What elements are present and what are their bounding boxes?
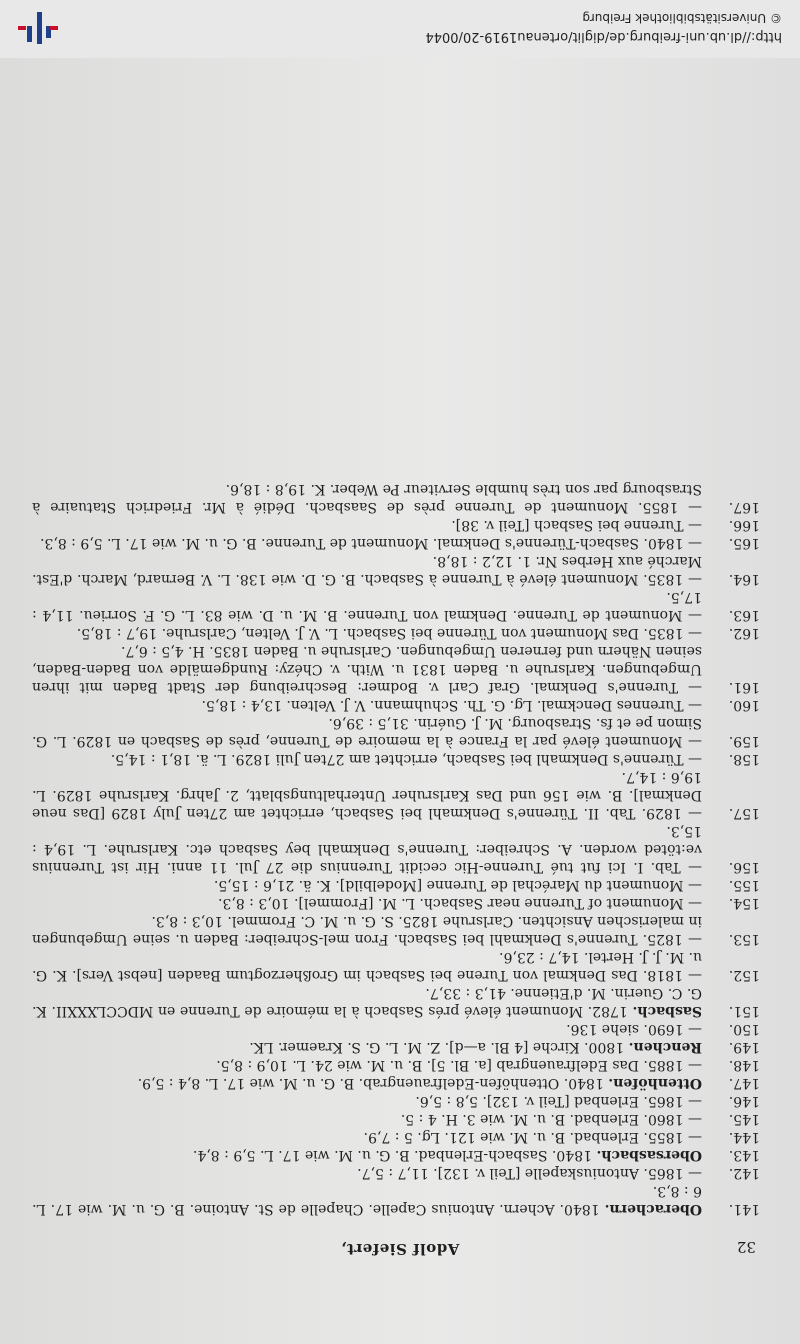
entry-text <box>32 552 702 588</box>
entry-text <box>32 750 702 768</box>
entry-text <box>32 894 702 912</box>
catalog-entry <box>32 1020 760 1038</box>
entry-description: — Tab. I. Ici fut tué Turenne-Hic cecidit Turennius die 27 Jul. 11 anni. Hir ist Turennius ve:töted worden. A. Schreiber: Turenne's Denkmahl bey Sasbach etc. Karlsruhe. L. 19,4 : 15,3. <box>32 823 702 875</box>
entry-number: 154. <box>728 895 760 911</box>
entry-number: 160. <box>728 697 760 713</box>
entry-description: 1840. Achern. Antonius Capelle. Chapelle de St. Antoine. B. G. u. M. wie 17. L. 6 : 8,3. <box>31 1183 702 1217</box>
scanned-page <box>0 58 800 1344</box>
entry-description: — Monument du Maréchal de Turenne [Modelbild]. K. ä. 21,6 : 15,5. <box>213 877 702 893</box>
entry-text <box>32 1092 702 1110</box>
catalog-entry <box>32 516 760 534</box>
entry-text <box>32 642 702 696</box>
entry-description: — Monument élevé par la France à la memoire de Turenne, près de Sasbach en 1829. L. G. Simon pe et fs. Strasbourg. M. J. Guérin. 31,5 : 39,6. <box>32 715 702 749</box>
entry-description: — 1865. Erlenbad [Teil v. 132]. 5,8 : 5,6. <box>415 1093 702 1109</box>
entry-text <box>32 1128 702 1146</box>
catalog-entry <box>32 1074 760 1092</box>
entry-text <box>32 822 702 876</box>
entry-text <box>32 624 702 642</box>
entry-number: 163. <box>728 607 760 623</box>
entry-text <box>32 1110 702 1128</box>
entry-number: 161. <box>728 679 760 695</box>
entry-number: 167. <box>728 499 760 515</box>
entry-description: — Turennes Denckmal. Lg. G. Th. Schuhmann. V. J. Velten. 13,4 : 18,5. <box>201 697 702 713</box>
catalog-entry <box>32 480 760 516</box>
entry-description: 1840. Sasbach-Erlenbad. B. G. u. M. wie 17. L. 5,9 : 8,4. <box>192 1147 592 1163</box>
entry-text <box>32 768 702 822</box>
catalog-entry <box>32 534 760 552</box>
catalog-entry <box>32 1164 760 1182</box>
entry-number: 152. <box>728 967 760 983</box>
page-number: 32 <box>736 1238 756 1256</box>
entry-number: 146. <box>728 1093 760 1109</box>
place-name: Renchen. <box>628 1039 702 1055</box>
entry-description: — 1825. Turenne's Denkmahl bei Sasbach. Fron mel-Schreiber: Baden u. seine Umgebungen in malerischen Ansichten. Carlsruhe 1825. S. G. u. M. C. Frommel. 10,3 : 8,3. <box>32 913 702 947</box>
entry-number: 156. <box>728 859 760 875</box>
entry-description: — 1835. Monument élevé à Turenne à Sasbach. B. G. D. wie 138. L. V. Bernard, March. d'Est. Marché aux Herbes Nr. 1. 12,2 : 18,8. <box>32 553 702 587</box>
entry-description: — 1855. Monument de Turenne près de Saasbach. Dédié à Mr. Friedrich Statuaire à Strasbourg par son très humble Serviteur Pe Weber. K. 19,8 : 18,6. <box>32 481 702 515</box>
catalog-entry <box>32 822 760 876</box>
catalog-entry <box>32 1038 760 1056</box>
entry-number: 165. <box>728 535 760 551</box>
entry-text <box>32 948 702 984</box>
entry-text <box>32 516 702 534</box>
entry-number: 147. <box>728 1075 760 1091</box>
catalog-entry <box>32 768 760 822</box>
catalog-entry <box>32 1092 760 1110</box>
entry-number: 151. <box>728 1003 760 1019</box>
entry-text <box>32 714 702 750</box>
entry-description: — 1835. Das Monument von Türenne bei Sasbach. L. V. J. Velten, Carlsruhe. 19,7 : 18,5. <box>76 625 702 641</box>
place-name: Ottenhöfen. <box>608 1075 702 1091</box>
catalog-entry <box>32 876 760 894</box>
entry-text <box>32 696 702 714</box>
catalog-entry <box>32 1182 760 1218</box>
entry-text <box>32 1020 702 1038</box>
entry-description: — Monument de Turenne. Denkmal von Turenne. B. M. u. D. wie 83. L. G. F. Sorrieu. 11,4 : 17,5. <box>32 589 702 623</box>
entry-description: 1800. Kirche [4 Bl. a—d]. Z. M. L. G. S. Kraemer. LK. <box>249 1039 625 1055</box>
entry-description: — 1885. Das Edelfrauengrab [a. Bl. 5]. B. u. M. wie 24. L. 10,9 : 8,5. <box>216 1057 702 1073</box>
entry-description: 1840. Ottenhöfen-Edelfrauengrab. B. G. u. M. wie 17. L. 8,4 : 5,9. <box>137 1075 604 1091</box>
university-logo-icon <box>14 8 62 48</box>
document-url[interactable]: http://dl.ub.uni-freiburg.de/diglit/ortenau1919-20/0044 <box>425 29 782 44</box>
entry-description: — 1865. Antoniuskapelle [Teil v. 132]. 11,7 : 5,7. <box>357 1165 702 1181</box>
entry-text <box>32 1182 702 1218</box>
entry-number: 162. <box>728 625 760 641</box>
entry-description: — Turenne bei Sasbach [Teil v. 38]. <box>451 517 702 533</box>
catalog-entry <box>32 696 760 714</box>
catalog-entry <box>32 894 760 912</box>
entry-number: 153. <box>728 931 760 947</box>
entry-description: — 1818. Das Denkmal von Turene bei Sasbach im Großherzogtum Baaden [nebst Vers]. K. G. u. M. J. J. Hertel. 14,7 : 23,6. <box>32 949 702 983</box>
entry-text <box>32 1056 702 1074</box>
entry-description: — Monument of Turenne near Sasbach. L. M. [Frommel]. 10,3 : 8,3. <box>218 895 702 911</box>
entry-text <box>32 1146 702 1164</box>
entry-description: — 1840. Sasbach-Türenne's Denkmal. Monument de Turenne. B. G. u. M. wie 17. L. 5,9 : 8,3. <box>40 535 702 551</box>
catalog-entry <box>32 552 760 588</box>
place-name: Sasbach. <box>632 1003 702 1019</box>
catalog-entry <box>32 624 760 642</box>
entry-number: 149. <box>728 1039 760 1055</box>
entry-text <box>32 1164 702 1182</box>
entry-number: 150. <box>728 1021 760 1037</box>
entry-number: 141. <box>728 1201 760 1217</box>
entry-number: 144. <box>728 1129 760 1145</box>
entry-number: 143. <box>728 1147 760 1163</box>
catalog-entry <box>32 1110 760 1128</box>
catalog-entry <box>32 1146 760 1164</box>
entry-text <box>32 984 702 1020</box>
entry-description: — Turenne's Denkmal. Graf Carl v. Bodmer: Beschreibung der Stadt Baden mit ihren Umgebungen. Karlsruhe u. Baden 1831 u. With. v. Chézy: Rundgemälde von Baden-Baden, seinen Nähern und ferneren Umgebungen. Carlsruhe u. Baden 1835. H. 4,5 : 6,7. <box>32 643 702 695</box>
entry-description: — 1860. Erlenbad. B. u. M. wie 3. H. 4 : 5. <box>400 1111 702 1127</box>
entry-number: 159. <box>728 733 760 749</box>
place-name: Oberachern. <box>604 1201 702 1217</box>
entry-description: — 1855. Erlenbad. B. u. M. wie 121. Lg. 5 : 7,9. <box>363 1129 702 1145</box>
catalog-entry <box>32 984 760 1020</box>
catalog-entry <box>32 1128 760 1146</box>
entry-number: 155. <box>728 877 760 893</box>
catalog-entries <box>32 480 760 1218</box>
entry-text <box>32 588 702 624</box>
entry-text <box>32 876 702 894</box>
running-head: Adolf Siefert, <box>340 1240 460 1258</box>
catalog-entry <box>32 588 760 624</box>
catalog-entry <box>32 642 760 696</box>
entry-description: 1782. Monument élevé prés Sasbach à la mémoire de Turenne en MDCCLXXXII. K. G. C. Guerin. M. d'Etienne. 41,3 : 33,7. <box>31 985 702 1019</box>
entry-description: — Türenne's Denkmahl bei Sasbach, errichtet am 27ten Juli 1829. L. ä. 18,1 : 14,5. <box>110 751 702 767</box>
entry-description: — 1690. siehe 136. <box>566 1021 702 1037</box>
entry-description: — 1829. Tab. II. Türenne's Denkmahl bei Sasbach, errichtet am 27ten July 1829 [Das neue Denkmal]. B. wie 156 und Das Karlsruher Unterhaltungsblatt, 2. Jahrg. Karlsruhe 1829. L. 19,6 : 14,7. <box>32 769 702 821</box>
entry-text <box>32 912 702 948</box>
entry-number: 145. <box>728 1111 760 1127</box>
entry-number: 164. <box>728 571 760 587</box>
catalog-entry <box>32 714 760 750</box>
entry-text <box>32 1074 702 1092</box>
entry-number: 142. <box>728 1165 760 1181</box>
entry-text <box>32 1038 702 1056</box>
catalog-entry <box>32 912 760 948</box>
entry-text <box>32 534 702 552</box>
entry-text <box>32 480 702 516</box>
entry-number: 148. <box>728 1057 760 1073</box>
place-name: Obersasbach. <box>596 1147 702 1163</box>
entry-number: 157. <box>728 805 760 821</box>
entry-number: 158. <box>728 751 760 767</box>
catalog-entry <box>32 1056 760 1074</box>
catalog-entry <box>32 948 760 984</box>
catalog-entry <box>32 750 760 768</box>
copyright-notice: © Universitätsbibliothek Freiburg <box>582 11 782 25</box>
entry-number: 166. <box>728 517 760 533</box>
